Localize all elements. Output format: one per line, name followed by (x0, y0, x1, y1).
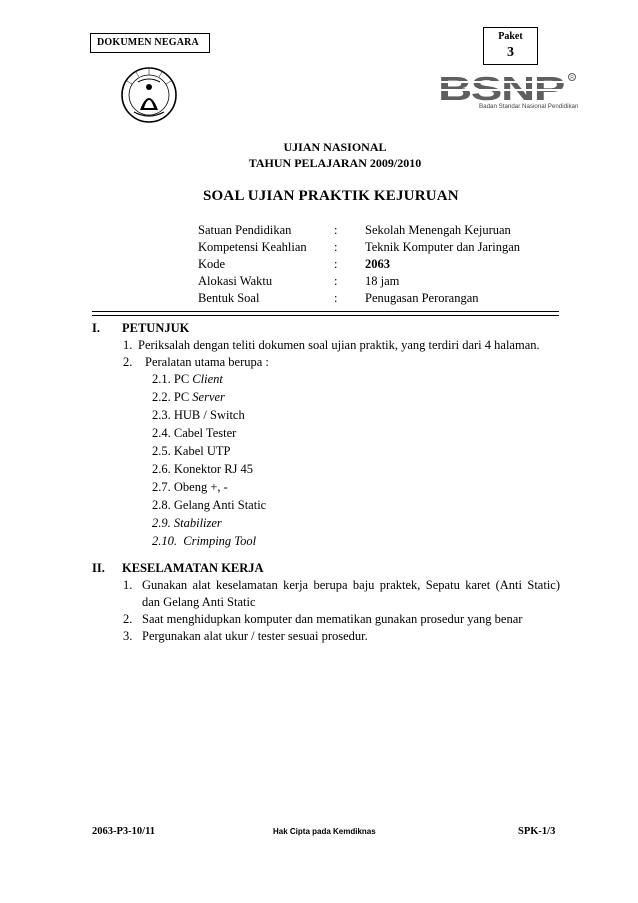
info-row (198, 273, 578, 290)
info-row (198, 256, 578, 273)
section-title: KESELAMATAN KERJA (122, 561, 264, 575)
divider-rule (92, 311, 559, 312)
equipment-item: 2.9. Stabilizer (152, 516, 222, 530)
info-value: Penugasan Perorangan (365, 291, 479, 305)
equipment-item: 2.8. Gelang Anti Static (152, 498, 267, 512)
equipment-item: 2.5. Kabel UTP (152, 444, 231, 458)
list-number: 3. (123, 629, 133, 643)
info-separator: : (334, 240, 338, 254)
equipment-item: 2.4. Cabel Tester (152, 426, 237, 440)
tut-wuri-handayani-emblem-icon (120, 66, 178, 124)
dokumen-negara-label: DOKUMEN NEGARA (90, 33, 210, 53)
equipment-item: 2.2. PC Server (152, 390, 225, 404)
svg-text:BSNP: BSNP (438, 70, 564, 104)
info-row (198, 239, 578, 256)
info-key: Alokasi Waktu (198, 274, 273, 288)
list-item: Periksalah dengan teliti dokumen soal ujian praktik, yang terdiri dari 4 halaman. (138, 338, 540, 352)
section-number: I. (92, 321, 100, 335)
section-number: II. (92, 561, 105, 575)
list-number: 2. (123, 355, 133, 369)
list-item: Pergunakan alat ukur / tester sesuai prosedur. (142, 629, 368, 643)
info-value: 2063 (365, 257, 390, 271)
info-key: Kompetensi Keahlian (198, 240, 307, 254)
info-separator: : (334, 223, 338, 237)
footer-page: SPK-1/3 (518, 826, 556, 837)
paket-label: Paket (498, 31, 523, 42)
paket-box (483, 27, 538, 65)
info-row (198, 222, 578, 239)
footer-code: 2063-P3-10/11 (92, 826, 155, 837)
info-separator: : (334, 274, 338, 288)
info-value: Sekolah Menengah Kejuruan (365, 223, 511, 237)
list-number: 1. (123, 578, 133, 592)
main-title: SOAL UJIAN PRAKTIK KEJURUAN (203, 188, 459, 204)
info-key: Satuan Pendidikan (198, 223, 292, 237)
footer-copyright: Hak Cipta pada Kemdiknas (273, 827, 376, 836)
equipment-item: 2.3. HUB / Switch (152, 408, 245, 422)
bsnp-logo (438, 70, 578, 120)
bsnp-subtitle: Badan Standar Nasional Pendidikan (479, 103, 579, 110)
paket-number: 3 (507, 45, 514, 60)
svg-text:R: R (570, 75, 574, 81)
equipment-item: 2.6. Konektor RJ 45 (152, 462, 254, 476)
info-row (198, 290, 578, 307)
list-item: Peralatan utama berupa : (145, 355, 269, 369)
list-item: Saat menghidupkan komputer dan mematikan gunakan prosedur yang benar (142, 612, 523, 626)
exam-title: UJIAN NASIONAL (283, 140, 387, 154)
list-item-continuation: dan Gelang Anti Static (142, 595, 256, 609)
exam-info-table (198, 222, 578, 307)
divider-rule (92, 315, 559, 316)
equipment-item: 2.10. Crimping Tool (152, 534, 257, 548)
list-number: 2. (123, 612, 133, 626)
info-key: Bentuk Soal (198, 291, 260, 305)
academic-year: TAHUN PELAJARAN 2009/2010 (248, 156, 422, 170)
equipment-item: 2.1. PC Client (152, 372, 223, 386)
equipment-item: 2.7. Obeng +, - (152, 480, 228, 494)
list-item: Gunakan alat keselamatan kerja berupa baju praktek, Sepatu karet (Anti Static) (142, 578, 560, 592)
info-key: Kode (198, 257, 226, 271)
info-separator: : (334, 257, 338, 271)
info-value: Teknik Komputer dan Jaringan (365, 240, 520, 254)
section-title: PETUNJUK (122, 321, 190, 335)
info-value: 18 jam (365, 274, 400, 288)
info-separator: : (334, 291, 338, 305)
list-number: 1. (123, 338, 133, 352)
